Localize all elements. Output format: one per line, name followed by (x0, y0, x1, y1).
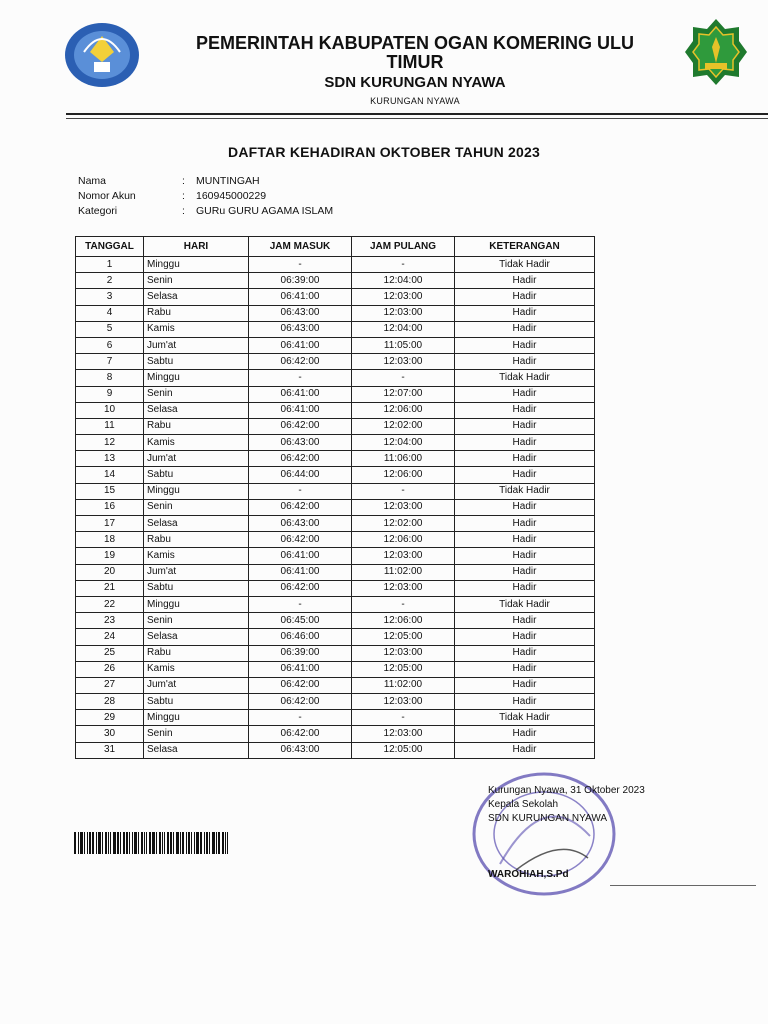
cell-check-in: 06:41:00 (249, 661, 352, 677)
cell-remarks: Hadir (455, 418, 595, 434)
cell-day: Minggu (144, 710, 249, 726)
cell-date: 13 (76, 451, 144, 467)
barcode-bar (194, 832, 195, 854)
cell-date: 18 (76, 532, 144, 548)
barcode-bar (186, 832, 187, 854)
cell-check-out: 12:05:00 (352, 661, 455, 677)
cell-remarks: Hadir (455, 386, 595, 402)
cell-date: 20 (76, 564, 144, 580)
cell-check-out: 12:03:00 (352, 580, 455, 596)
cell-check-in: 06:42:00 (249, 694, 352, 710)
cell-check-in: 06:42:00 (249, 418, 352, 434)
cell-day: Minggu (144, 596, 249, 612)
barcode-bar (126, 832, 128, 854)
table-header-row (76, 237, 595, 257)
table-row (76, 629, 595, 645)
table-row (76, 418, 595, 434)
document-title: DAFTAR KEHADIRAN OKTOBER TAHUN 2023 (228, 144, 540, 160)
table-row (76, 354, 595, 370)
info-value: GURu GURU AGAMA ISLAM (196, 205, 334, 217)
cell-remarks: Hadir (455, 613, 595, 629)
barcode-bar (138, 832, 139, 854)
cell-date: 16 (76, 499, 144, 515)
cell-date: 22 (76, 596, 144, 612)
cell-date: 25 (76, 645, 144, 661)
cell-day: Senin (144, 726, 249, 742)
signature-role: Kepala Sekolah (488, 799, 559, 810)
col-header-check-out: JAM PULANG (352, 237, 455, 257)
cell-date: 6 (76, 337, 144, 353)
cell-check-in: 06:43:00 (249, 516, 352, 532)
barcode-bar (196, 832, 199, 854)
barcode-bar (180, 832, 181, 854)
table-row (76, 661, 595, 677)
cell-date: 23 (76, 613, 144, 629)
cell-check-in: 06:41:00 (249, 564, 352, 580)
table-row (76, 467, 595, 483)
cell-check-out: 12:03:00 (352, 289, 455, 305)
barcode-bar (129, 832, 130, 854)
cell-day: Kamis (144, 548, 249, 564)
table-row (76, 305, 595, 321)
cell-check-in: 06:42:00 (249, 580, 352, 596)
cell-remarks: Hadir (455, 564, 595, 580)
header-divider-thick (66, 113, 768, 115)
table-row (76, 289, 595, 305)
info-row-account (78, 190, 333, 205)
cell-check-out: 12:04:00 (352, 273, 455, 289)
cell-date: 1 (76, 257, 144, 273)
cell-check-in: 06:42:00 (249, 499, 352, 515)
signature-place-date: Kurungan Nyawa, 31 Oktober 2023 (488, 785, 645, 796)
cell-check-out: 11:05:00 (352, 337, 455, 353)
header-divider-thin (66, 118, 768, 119)
cell-check-in: 06:42:00 (249, 354, 352, 370)
table-row (76, 257, 595, 273)
cell-remarks: Hadir (455, 337, 595, 353)
barcode-bar (222, 832, 224, 854)
cell-remarks: Hadir (455, 305, 595, 321)
cell-check-out: 12:05:00 (352, 742, 455, 758)
cell-day: Jum'at (144, 677, 249, 693)
col-header-day: HARI (144, 237, 249, 257)
table-row (76, 451, 595, 467)
cell-remarks: Hadir (455, 451, 595, 467)
cell-check-out: 12:06:00 (352, 402, 455, 418)
cell-day: Senin (144, 273, 249, 289)
cell-check-in: - (249, 370, 352, 386)
attendance-table-body (76, 257, 595, 759)
barcode-bar (110, 832, 111, 854)
cell-remarks: Hadir (455, 742, 595, 758)
cell-date: 28 (76, 694, 144, 710)
cell-check-in: 06:42:00 (249, 532, 352, 548)
cell-day: Kamis (144, 321, 249, 337)
cell-remarks: Hadir (455, 435, 595, 451)
cell-check-out: 12:06:00 (352, 532, 455, 548)
table-row (76, 596, 595, 612)
cell-check-out: - (352, 483, 455, 499)
cell-date: 9 (76, 386, 144, 402)
table-row (76, 386, 595, 402)
cell-date: 7 (76, 354, 144, 370)
barcode-bar (227, 832, 228, 854)
cell-date: 19 (76, 548, 144, 564)
signature-block (488, 784, 645, 882)
table-row (76, 564, 595, 580)
info-label: Kategori (78, 205, 118, 217)
barcode-bar (105, 832, 107, 854)
barcode-bar (141, 832, 143, 854)
cell-check-in: 06:41:00 (249, 402, 352, 418)
cell-day: Senin (144, 613, 249, 629)
cell-check-out: - (352, 710, 455, 726)
table-row (76, 694, 595, 710)
government-name (150, 34, 680, 72)
cell-check-in: 06:41:00 (249, 289, 352, 305)
cell-check-out: 11:02:00 (352, 677, 455, 693)
barcode-bar (159, 832, 161, 854)
table-row (76, 548, 595, 564)
barcode-bar (117, 832, 119, 854)
cell-check-in: 06:41:00 (249, 386, 352, 402)
table-row (76, 645, 595, 661)
signature-name: WAROHIAH,S.Pd (488, 869, 569, 880)
cell-check-out: 12:04:00 (352, 435, 455, 451)
barcode-bar (164, 832, 165, 854)
cell-remarks: Hadir (455, 629, 595, 645)
cell-date: 31 (76, 742, 144, 758)
cell-day: Minggu (144, 370, 249, 386)
cell-check-in: 06:46:00 (249, 629, 352, 645)
cell-remarks: Hadir (455, 467, 595, 483)
cell-check-out: 12:02:00 (352, 418, 455, 434)
cell-check-out: 12:04:00 (352, 321, 455, 337)
cell-day: Rabu (144, 532, 249, 548)
cell-check-in: 06:42:00 (249, 451, 352, 467)
cell-remarks: Hadir (455, 661, 595, 677)
cell-check-in: 06:39:00 (249, 273, 352, 289)
barcode-bar (167, 832, 169, 854)
info-value: 160945000229 (196, 190, 267, 202)
barcode-bar (156, 832, 157, 854)
cell-remarks: Hadir (455, 694, 595, 710)
info-separator: : (182, 205, 185, 217)
barcode-bar (225, 832, 226, 854)
barcode-bar (89, 832, 91, 854)
cell-check-in: - (249, 257, 352, 273)
cell-date: 12 (76, 435, 144, 451)
cell-check-out: 12:03:00 (352, 305, 455, 321)
info-row-category (78, 205, 333, 220)
barcode-bar (216, 832, 217, 854)
cell-remarks: Hadir (455, 677, 595, 693)
cell-remarks: Hadir (455, 580, 595, 596)
cell-remarks: Hadir (455, 354, 595, 370)
cell-check-out: 12:02:00 (352, 516, 455, 532)
barcode-bar (188, 832, 190, 854)
barcode-bar (96, 832, 97, 854)
barcode-bar (80, 832, 83, 854)
cell-day: Sabtu (144, 580, 249, 596)
cell-day: Sabtu (144, 354, 249, 370)
cell-day: Senin (144, 386, 249, 402)
barcode-bar (212, 832, 215, 854)
barcode-bar (102, 832, 103, 854)
info-value: MUNTINGAH (196, 175, 260, 187)
kemenag-logo (683, 17, 749, 87)
cell-day: Selasa (144, 742, 249, 758)
barcode-bar (206, 832, 208, 854)
cell-remarks: Hadir (455, 645, 595, 661)
cell-day: Senin (144, 499, 249, 515)
barcode-bar (162, 832, 163, 854)
barcode-bar (152, 832, 155, 854)
cell-remarks: Tidak Hadir (455, 596, 595, 612)
barcode-bar (149, 832, 151, 854)
cell-day: Selasa (144, 629, 249, 645)
cell-day: Rabu (144, 418, 249, 434)
barcode-bar (120, 832, 121, 854)
cell-check-in: 06:43:00 (249, 321, 352, 337)
cell-day: Jum'at (144, 337, 249, 353)
cell-date: 29 (76, 710, 144, 726)
cell-check-out: 12:03:00 (352, 548, 455, 564)
cell-check-out: 12:06:00 (352, 613, 455, 629)
cell-check-out: 12:07:00 (352, 386, 455, 402)
barcode-bar (78, 832, 79, 854)
cell-check-in: 06:41:00 (249, 548, 352, 564)
cell-check-out: 12:03:00 (352, 726, 455, 742)
cell-remarks: Hadir (455, 289, 595, 305)
table-row (76, 742, 595, 758)
barcode-bar (108, 832, 109, 854)
cell-day: Minggu (144, 257, 249, 273)
cell-date: 26 (76, 661, 144, 677)
table-row (76, 677, 595, 693)
cell-day: Sabtu (144, 467, 249, 483)
signature-school: SDN KURUNGAN NYAWA (488, 813, 608, 824)
barcode-bar (87, 832, 88, 854)
cell-day: Rabu (144, 305, 249, 321)
cell-check-out: 12:03:00 (352, 694, 455, 710)
table-row (76, 435, 595, 451)
cell-date: 30 (76, 726, 144, 742)
cell-date: 14 (76, 467, 144, 483)
barcode-bar (144, 832, 145, 854)
cell-remarks: Tidak Hadir (455, 483, 595, 499)
barcode-bar (92, 832, 94, 854)
cell-date: 4 (76, 305, 144, 321)
cell-check-out: 12:03:00 (352, 354, 455, 370)
cell-date: 27 (76, 677, 144, 693)
barcode-bar (132, 832, 133, 854)
cell-remarks: Hadir (455, 402, 595, 418)
barcode-bar (98, 832, 101, 854)
info-label: Nomor Akun (78, 190, 136, 202)
info-row-name (78, 175, 333, 190)
table-row (76, 483, 595, 499)
barcode-bar (204, 832, 205, 854)
cell-remarks: Tidak Hadir (455, 710, 595, 726)
cell-day: Jum'at (144, 451, 249, 467)
barcode-bar (84, 832, 85, 854)
school-location: KURUNGAN NYAWA (370, 96, 460, 106)
cell-date: 3 (76, 289, 144, 305)
cell-date: 5 (76, 321, 144, 337)
barcode (74, 832, 236, 854)
table-row (76, 370, 595, 386)
barcode-bar (200, 832, 202, 854)
cell-check-out: 11:06:00 (352, 451, 455, 467)
cell-date: 10 (76, 402, 144, 418)
cell-check-out: 12:05:00 (352, 629, 455, 645)
cell-day: Sabtu (144, 694, 249, 710)
cell-remarks: Tidak Hadir (455, 370, 595, 386)
cell-check-in: - (249, 710, 352, 726)
cell-check-in: 06:42:00 (249, 726, 352, 742)
cell-remarks: Hadir (455, 516, 595, 532)
table-row (76, 580, 595, 596)
table-row (76, 337, 595, 353)
table-row (76, 726, 595, 742)
cell-check-out: - (352, 370, 455, 386)
cell-check-in: 06:41:00 (249, 337, 352, 353)
cell-check-out: - (352, 596, 455, 612)
cell-day: Kamis (144, 435, 249, 451)
cell-remarks: Hadir (455, 532, 595, 548)
cell-remarks: Tidak Hadir (455, 257, 595, 273)
info-separator: : (182, 190, 185, 202)
cell-remarks: Hadir (455, 321, 595, 337)
cell-date: 21 (76, 580, 144, 596)
cell-day: Kamis (144, 661, 249, 677)
table-row (76, 516, 595, 532)
tut-wuri-handayani-logo (64, 22, 140, 88)
cell-day: Selasa (144, 402, 249, 418)
col-header-date: TANGGAL (76, 237, 144, 257)
info-separator: : (182, 175, 185, 187)
cell-check-in: 06:43:00 (249, 435, 352, 451)
table-row (76, 402, 595, 418)
employee-info (78, 175, 333, 220)
cell-remarks: Hadir (455, 548, 595, 564)
cell-check-out: - (352, 257, 455, 273)
barcode-bar (173, 832, 174, 854)
cell-date: 24 (76, 629, 144, 645)
info-label: Nama (78, 175, 107, 187)
barcode-bar (182, 832, 184, 854)
table-row (76, 273, 595, 289)
cell-date: 2 (76, 273, 144, 289)
col-header-remarks: KETERANGAN (455, 237, 595, 257)
barcode-bar (218, 832, 220, 854)
cell-check-in: 06:43:00 (249, 742, 352, 758)
cell-day: Selasa (144, 289, 249, 305)
barcode-bar (209, 832, 210, 854)
cell-check-in: 06:43:00 (249, 305, 352, 321)
cell-date: 15 (76, 483, 144, 499)
table-row (76, 499, 595, 515)
table-row (76, 613, 595, 629)
cell-remarks: Hadir (455, 726, 595, 742)
signature-line (610, 885, 756, 886)
table-row (76, 710, 595, 726)
barcode-bar (123, 832, 125, 854)
government-name-line1: PEMERINTAH KABUPATEN OGAN KOMERING ULU (196, 33, 634, 53)
barcode-bar (146, 832, 147, 854)
cell-check-in: 06:39:00 (249, 645, 352, 661)
school-name: SDN KURUNGAN NYAWA (324, 74, 506, 91)
cell-check-out: 11:02:00 (352, 564, 455, 580)
cell-check-in: - (249, 596, 352, 612)
barcode-bar (170, 832, 172, 854)
cell-check-out: 12:06:00 (352, 467, 455, 483)
barcode-bar (176, 832, 179, 854)
cell-day: Jum'at (144, 564, 249, 580)
cell-check-out: 12:03:00 (352, 645, 455, 661)
barcode-bar (134, 832, 137, 854)
table-row (76, 532, 595, 548)
barcode-bar (74, 832, 76, 854)
cell-check-in: 06:44:00 (249, 467, 352, 483)
cell-date: 11 (76, 418, 144, 434)
cell-check-in: 06:42:00 (249, 677, 352, 693)
cell-day: Minggu (144, 483, 249, 499)
cell-day: Selasa (144, 516, 249, 532)
cell-day: Rabu (144, 645, 249, 661)
cell-date: 8 (76, 370, 144, 386)
barcode-bar (191, 832, 192, 854)
government-name-line2: TIMUR (386, 52, 444, 72)
signature-space (488, 826, 645, 868)
table-row (76, 321, 595, 337)
cell-remarks: Hadir (455, 273, 595, 289)
cell-date: 17 (76, 516, 144, 532)
cell-check-in: - (249, 483, 352, 499)
cell-check-out: 12:03:00 (352, 499, 455, 515)
cell-check-in: 06:45:00 (249, 613, 352, 629)
attendance-table (75, 236, 595, 759)
col-header-check-in: JAM MASUK (249, 237, 352, 257)
cell-remarks: Hadir (455, 499, 595, 515)
barcode-bar (113, 832, 116, 854)
